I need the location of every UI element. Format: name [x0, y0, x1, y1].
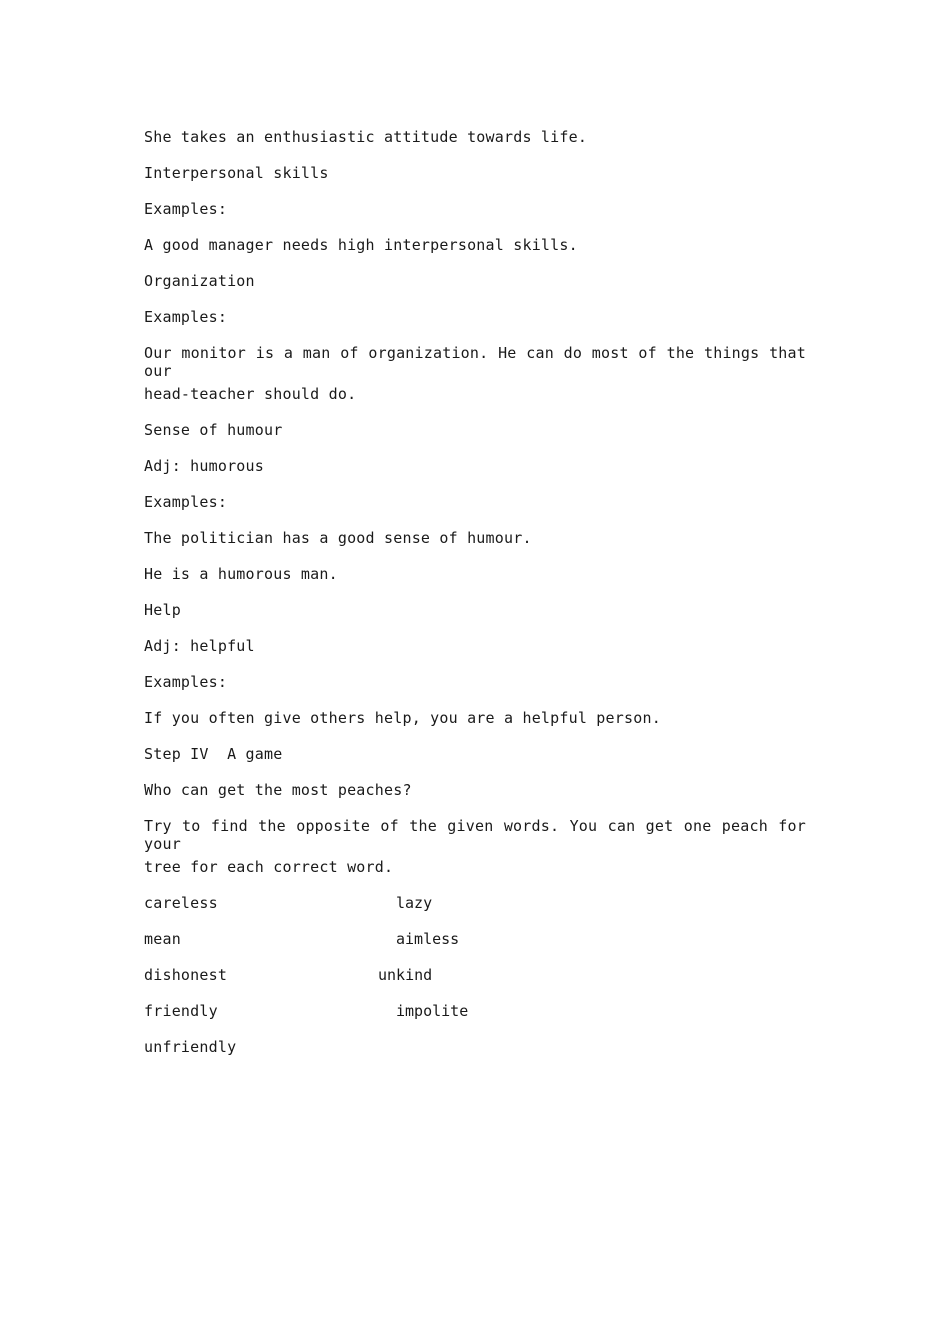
example-sentence: If you often give others help, you are a helpful person.	[144, 709, 661, 727]
examples-label: Examples:	[144, 493, 228, 511]
word-right: impolite	[396, 1002, 469, 1020]
example-sentence: The politician has a good sense of humour.	[144, 529, 532, 547]
example-sentence: He is a humorous man.	[144, 565, 338, 583]
word-right: aimless	[396, 930, 460, 948]
example-sentence: A good manager needs high interpersonal skills.	[144, 236, 578, 254]
text-line: She takes an enthusiastic attitude towards life.	[144, 128, 588, 146]
game-instruction: Try to find the opposite of the given words. You can get one peach for your	[144, 817, 806, 853]
word-left: mean	[144, 930, 181, 948]
word-left: unfriendly	[144, 1038, 237, 1056]
word-left: dishonest	[144, 966, 228, 984]
examples-label: Examples:	[144, 673, 228, 691]
examples-label: Examples:	[144, 308, 228, 326]
word-right: lazy	[396, 894, 433, 912]
example-sentence-continued: head-teacher should do.	[144, 385, 357, 403]
section-heading: Organization	[144, 272, 255, 290]
word-left: careless	[144, 894, 218, 912]
word-right: unkind	[378, 966, 433, 984]
step-heading: Step IV A game	[144, 745, 283, 763]
section-heading: Interpersonal skills	[144, 164, 329, 182]
game-instruction-continued: tree for each correct word.	[144, 858, 394, 876]
adjective-line: Adj: helpful	[144, 637, 255, 655]
section-heading: Help	[144, 601, 181, 619]
game-question: Who can get the most peaches?	[144, 781, 412, 799]
examples-label: Examples:	[144, 200, 228, 218]
section-heading: Sense of humour	[144, 421, 283, 439]
adjective-line: Adj: humorous	[144, 457, 264, 475]
word-left: friendly	[144, 1002, 218, 1020]
example-sentence: Our monitor is a man of organization. He can do most of the things that our	[144, 344, 806, 380]
